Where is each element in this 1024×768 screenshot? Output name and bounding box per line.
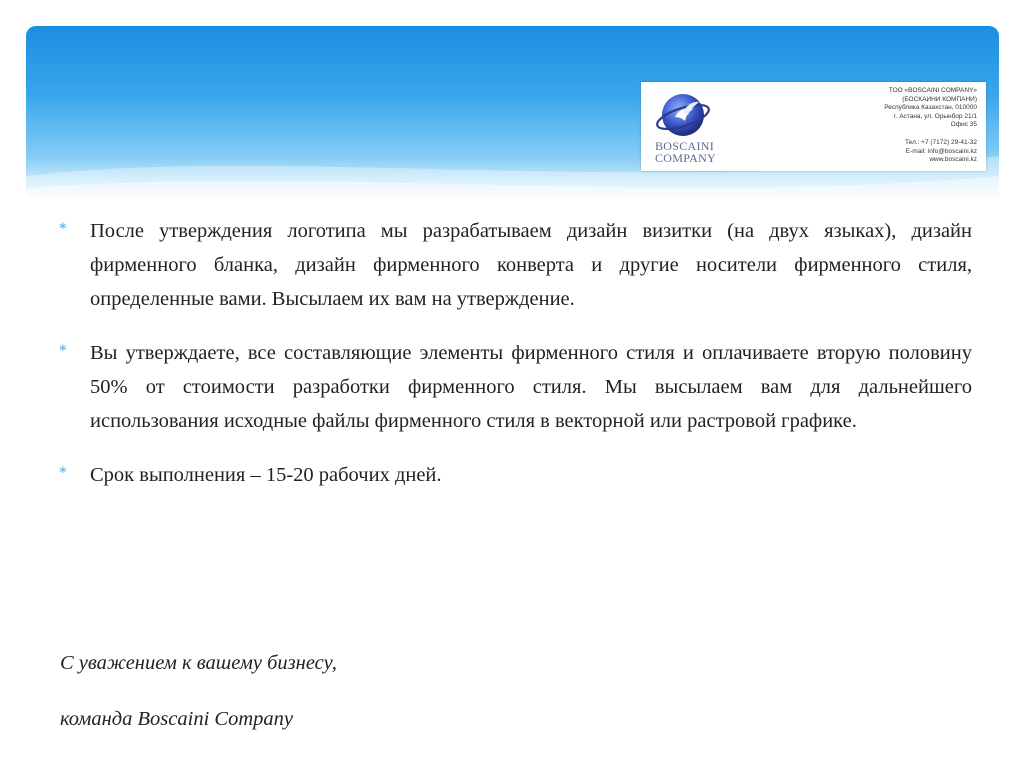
- contact-block: [884, 87, 977, 165]
- company-logo-card: [641, 82, 986, 171]
- globe-dove-logo-icon: [653, 87, 713, 142]
- contact-line: Офис 35: [950, 121, 977, 129]
- contact-website: www.boscaini.kz: [929, 156, 977, 164]
- contact-email: E-mail: info@boscaini.kz: [905, 147, 977, 155]
- bullet-text: Вы утверждаете, все составляющие элементы фирменного стиля и оплачиваете вторую половину 50% от стоимости разработки фирменного стиля. Мы высылаем вам для дальнейшего использования исходные файлы фирменного стиля в векторной или растровой графике.: [90, 342, 972, 432]
- brand-name: [655, 140, 735, 164]
- contact-line: Республика Казахстан, 010000: [884, 104, 977, 112]
- asterisk-bullet-icon: ∗: [58, 341, 68, 356]
- bullet-item: [58, 214, 972, 316]
- contact-line: (БОСКАИНИ КОМПАНИ): [902, 95, 977, 103]
- asterisk-bullet-icon: ∗: [58, 219, 68, 234]
- contact-line: ТОО «BOSCAINI COMPANY»: [888, 87, 977, 94]
- bullet-text: После утверждения логотипа мы разрабатываем дизайн визитки (на двух языках), дизайн фирменного бланка, дизайн фирменного конверта и другие носители фирменного стиля, определенные вами. Высылаем их вам на утверждение.: [90, 220, 972, 310]
- bullet-item: [58, 336, 972, 438]
- signature-team: команда Boscaini Company: [60, 708, 293, 730]
- signature-greeting: С уважением к вашему бизнесу,: [60, 652, 337, 674]
- asterisk-bullet-icon: ∗: [58, 463, 68, 478]
- contact-phone: Тел.: +7 (7172) 29-41-32: [904, 138, 977, 146]
- brand-line-1: BOSCAINI: [655, 139, 715, 153]
- contact-line: г. Астана, ул. Орынбор 21/1: [894, 112, 977, 120]
- bullet-list: [58, 214, 972, 512]
- bullet-item: [58, 458, 972, 492]
- bullet-text: Срок выполнения – 15-20 рабочих дней.: [90, 464, 442, 486]
- brand-line-2: COMPANY: [655, 151, 717, 165]
